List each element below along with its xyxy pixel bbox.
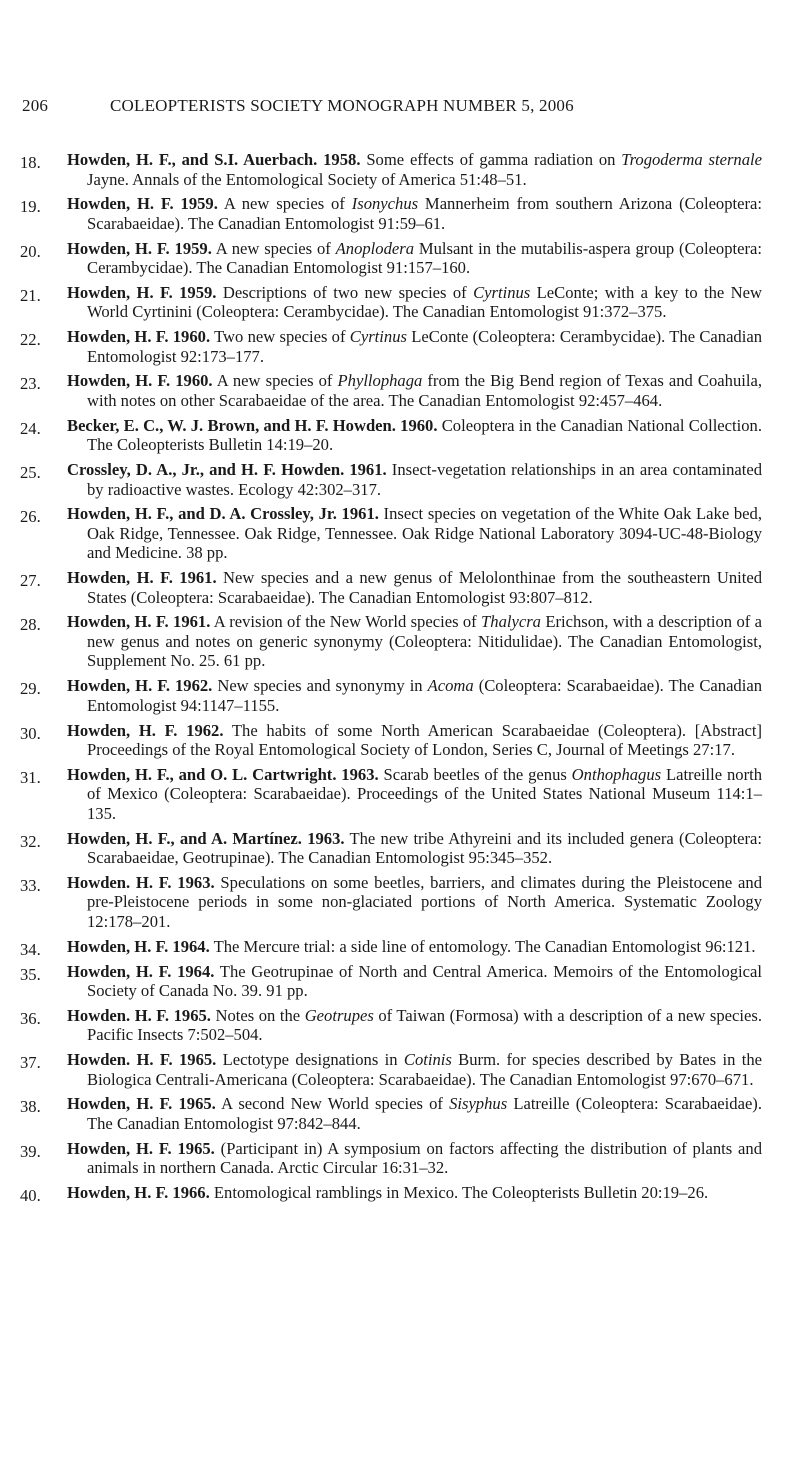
reference-text [67, 568, 762, 607]
reference-title-part: Descriptions of two new species of [216, 282, 474, 302]
reference-title-part: A revision of the New World species of [210, 612, 482, 632]
reference-title-rest: (Coleoptera: Scarabaeidae). The Canadian Entomologist 94:1147–1155. [87, 676, 762, 715]
reference-text [67, 765, 762, 824]
reference-title-part: (Participant in) A symposium on factors affecting the distribution of plants and animals in northern Canada. Arctic Circular 16:31–32. [87, 1138, 762, 1178]
reference-title-rest: Burm. for species described by Bates in the Biologica Centrali-Americana (Coleoptera: Scarabaeidae). The Canadian Entomologist 97:670–671. [87, 1050, 762, 1089]
reference-title-part: Scarab beetles of the genus [378, 764, 572, 784]
running-title: COLEOPTERISTS SOCIETY MONOGRAPH NUMBER 5, 2006 [110, 96, 574, 115]
reference-taxon-name: Sisyphus [449, 1094, 508, 1114]
reference-title-rest: from the Big Bend region of Texas and Coahuila, with notes on other Scarabaeidae of the area. The Canadian Entomologist 92:457–464. [87, 371, 762, 410]
reference-text [67, 327, 762, 366]
reference-author-year: Howden, H. F. 1959. [67, 282, 217, 302]
reference-title-part: The Geotrupinae of North and Central America. Memoirs of the Entomological Society of Canada No. 39. 91 pp. [87, 961, 762, 1001]
reference-title-part: A second New World species of [215, 1094, 450, 1114]
reference-entry [20, 460, 762, 499]
reference-entry [20, 1139, 762, 1178]
reference-text [67, 1006, 762, 1045]
reference-title-part: New species and a new genus of Melolonthinae from the southeastern United States (Coleoptera: Scarabaeidae). The Canadian Entomologist 93:807–812. [87, 568, 762, 607]
reference-entry [20, 962, 762, 1001]
reference-text [67, 937, 762, 957]
reference-taxon-name: Acoma [427, 676, 474, 696]
reference-entry [20, 371, 762, 410]
reference-author-year: Howden, H. F. 1961. [67, 568, 217, 588]
reference-title-part: Lectotype designations in [216, 1050, 404, 1070]
reference-author-year: Crossley, D. A., Jr., and H. F. Howden. 1961. [67, 460, 387, 480]
reference-number: 28. [20, 615, 41, 635]
reference-entry [20, 416, 762, 455]
reference-number: 39. [20, 1141, 41, 1161]
reference-number: 22. [20, 330, 41, 350]
reference-title-part: New species and synonymy in [212, 676, 428, 696]
reference-text [67, 829, 762, 868]
reference-author-year: Howden, H. F. 1964. [67, 936, 210, 956]
reference-text [67, 150, 762, 189]
reference-author-year: Howden, H. F. 1960. [67, 371, 213, 391]
reference-taxon-name: Geotrupes [304, 1005, 374, 1025]
reference-text [67, 1139, 762, 1178]
reference-taxon-name: Onthophagus [571, 764, 662, 784]
reference-text [67, 1094, 762, 1133]
reference-title-part: Two new species of [210, 327, 350, 347]
reference-entry [20, 239, 762, 278]
reference-text [67, 460, 762, 499]
reference-number: 35. [20, 964, 41, 984]
reference-text [67, 962, 762, 1001]
reference-text [67, 873, 762, 932]
reference-text [67, 504, 762, 563]
reference-taxon-name: Cyrtinus [473, 282, 531, 302]
reference-number: 34. [20, 939, 41, 959]
reference-taxon-name: Isonychus [351, 194, 419, 214]
reference-entry [20, 721, 762, 760]
reference-taxon-name: Phyllophaga [337, 371, 423, 391]
reference-title-rest: Mulsant in the mutabilis-aspera group (Coleoptera: Cerambycidae). The Canadian Entomologist 91:157–160. [87, 238, 762, 278]
reference-text [67, 1183, 762, 1203]
reference-number: 23. [20, 374, 41, 394]
reference-author-year: Howden, H. F. 1964. [67, 961, 215, 981]
reference-number: 30. [20, 723, 41, 743]
reference-author-year: Howden, H. F., and S.I. Auerbach. 1958. [67, 150, 361, 169]
reference-taxon-name: Cyrtinus [349, 327, 407, 347]
reference-text [67, 416, 762, 455]
reference-title-rest: of Taiwan (Formosa) with a description of a new species. Pacific Insects 7:502–504. [87, 1005, 762, 1045]
reference-title-rest: Mannerheim from southern Arizona (Coleoptera: Scarabaeidae). The Canadian Entomologist 91:59–61. [87, 194, 763, 233]
reference-title-part: Entomological ramblings in Mexico. The Coleopterists Bulletin 20:19–26. [209, 1183, 709, 1203]
reference-title-part: Notes on the [210, 1005, 305, 1025]
reference-text [67, 371, 762, 410]
reference-title-part: A new species of [217, 194, 352, 214]
reference-number: 24. [20, 418, 41, 438]
reference-entry [20, 283, 762, 322]
page-number: 206 [22, 96, 49, 115]
reference-title-part: The habits of some North American Scarabaeidae (Coleoptera). [Abstract] Proceedings of the Royal Entomological Society of London, Series C, Journal of Meetings 27:17. [87, 720, 762, 760]
reference-title-part: Speculations on some beetles, barriers, and climates during the Pleistocene and pre-Pleistocene periods in some non-glaciated portions of North America. Systematic Zoology 12:178–201. [87, 872, 762, 931]
reference-author-year: Becker, E. C., W. J. Brown, and H. F. Howden. 1960. [67, 415, 438, 435]
reference-author-year: Howden, H. F. 1959. [67, 194, 218, 214]
reference-title-part: Insect-vegetation relationships in an area contaminated by radioactive wastes. Ecology 42:302–317. [87, 460, 763, 499]
reference-author-year: Howden, H. F. 1962. [67, 720, 224, 740]
reference-title-part: A new species of [212, 371, 338, 391]
reference-entry [20, 194, 762, 233]
reference-title-part: The Mercure trial: a side line of entomology. The Canadian Entomologist 96:121. [209, 936, 756, 956]
reference-text [67, 194, 762, 233]
reference-author-year: Howden, H. F. 1960. [67, 327, 211, 347]
reference-author-year: Howden. H. F. 1965. [67, 1050, 217, 1070]
running-header [22, 96, 782, 116]
reference-author-year: Howden, H. F. 1965. [67, 1094, 216, 1114]
reference-entry [20, 765, 762, 824]
reference-title-rest: Latreille north of Mexico (Coleoptera: Scarabaeidae). Proceedings of the United States National Museum 114:1–135. [87, 764, 762, 823]
reference-text [67, 612, 762, 671]
reference-number: 20. [20, 241, 41, 261]
reference-taxon-name: Anoplodera [335, 238, 415, 258]
reference-author-year: Howden, H. F. 1965. [67, 1138, 215, 1158]
reference-taxon-name: Cotinis [403, 1050, 452, 1070]
reference-entry [20, 1006, 762, 1045]
reference-entry [20, 1094, 762, 1133]
reference-number: 31. [20, 767, 41, 787]
reference-title-part: A new species of [211, 238, 336, 258]
reference-number: 38. [20, 1097, 41, 1117]
reference-title-part: Insect species on vegetation of the White Oak Lake bed, Oak Ridge, Tennessee. Oak Ridge, Tennessee. Oak Ridge National Laboratory 3094-UC-48-Biology and Medicine. 38 pp. [87, 504, 762, 563]
reference-title-part: Coleoptera in the Canadian National Collection. The Coleopterists Bulletin 14:19–20. [87, 415, 762, 455]
reference-entry [20, 829, 762, 868]
reference-taxon-name: Trogoderma sternale [621, 150, 762, 169]
reference-author-year: Howden, H. F., and O. L. Cartwright. 1963. [67, 764, 379, 784]
reference-number: 27. [20, 571, 41, 591]
reference-entry [20, 873, 762, 932]
reference-author-year: Howden. H. F. 1963. [67, 872, 215, 892]
reference-author-year: Howden, H. F. 1959. [67, 238, 212, 258]
reference-number: 21. [20, 285, 41, 305]
reference-number: 19. [20, 197, 41, 217]
reference-text [67, 1050, 762, 1089]
reference-author-year: Howden. H. F. 1965. [67, 1005, 211, 1025]
reference-author-year: Howden, H. F., and A. Martínez. 1963. [67, 828, 345, 848]
reference-text [67, 721, 762, 760]
reference-text [67, 283, 762, 322]
reference-title-rest: Erichson, with a description of a new genus and notes on generic synonymy (Coleoptera: Nitidulidae). The Canadian Entomologist, Supplement No. 25. 61 pp. [87, 612, 762, 671]
reference-author-year: Howden, H. F., and D. A. Crossley, Jr. 1961. [67, 504, 379, 524]
reference-number: 33. [20, 875, 41, 895]
reference-list [20, 150, 762, 1208]
reference-text [67, 239, 762, 278]
reference-title-part: The new tribe Athyreini and its included genera (Coleoptera: Scarabaeidae, Geotrupinae). The Canadian Entomologist 95:345–352. [87, 828, 762, 868]
reference-number: 36. [20, 1008, 41, 1028]
reference-title-part: Some effects of gamma radiation on [360, 150, 622, 169]
reference-entry [20, 1183, 762, 1206]
reference-number: 26. [20, 507, 41, 527]
reference-entry [20, 327, 762, 366]
reference-author-year: Howden, H. F. 1962. [67, 676, 213, 696]
reference-entry [20, 676, 762, 715]
reference-title-rest: LeConte; with a key to the New World Cyrtinini (Coleoptera: Cerambycidae). The Canadian Entomologist 91:372–375. [87, 282, 763, 322]
reference-entry [20, 1050, 762, 1089]
reference-number: 32. [20, 831, 41, 851]
reference-author-year: Howden, H. F. 1961. [67, 612, 211, 632]
reference-entry [20, 504, 762, 563]
reference-number: 25. [20, 463, 41, 483]
reference-title-rest: LeConte (Coleoptera: Cerambycidae). The Canadian Entomologist 92:173–177. [87, 327, 763, 366]
reference-title-rest: Latreille (Coleoptera: Scarabaeidae). The Canadian Entomologist 97:842–844. [87, 1094, 762, 1133]
reference-number: 18. [20, 153, 41, 172]
reference-number: 40. [20, 1186, 41, 1206]
reference-author-year: Howden, H. F. 1966. [67, 1183, 210, 1203]
reference-title-rest: Jayne. Annals of the Entomological Society of America 51:48–51. [87, 169, 527, 189]
reference-entry [20, 937, 762, 957]
reference-number: 29. [20, 679, 41, 699]
reference-entry [20, 150, 762, 189]
reference-taxon-name: Thalycra [481, 612, 541, 632]
reference-number: 37. [20, 1053, 41, 1073]
reference-entry [20, 612, 762, 671]
reference-entry [20, 568, 762, 607]
reference-text [67, 676, 762, 715]
